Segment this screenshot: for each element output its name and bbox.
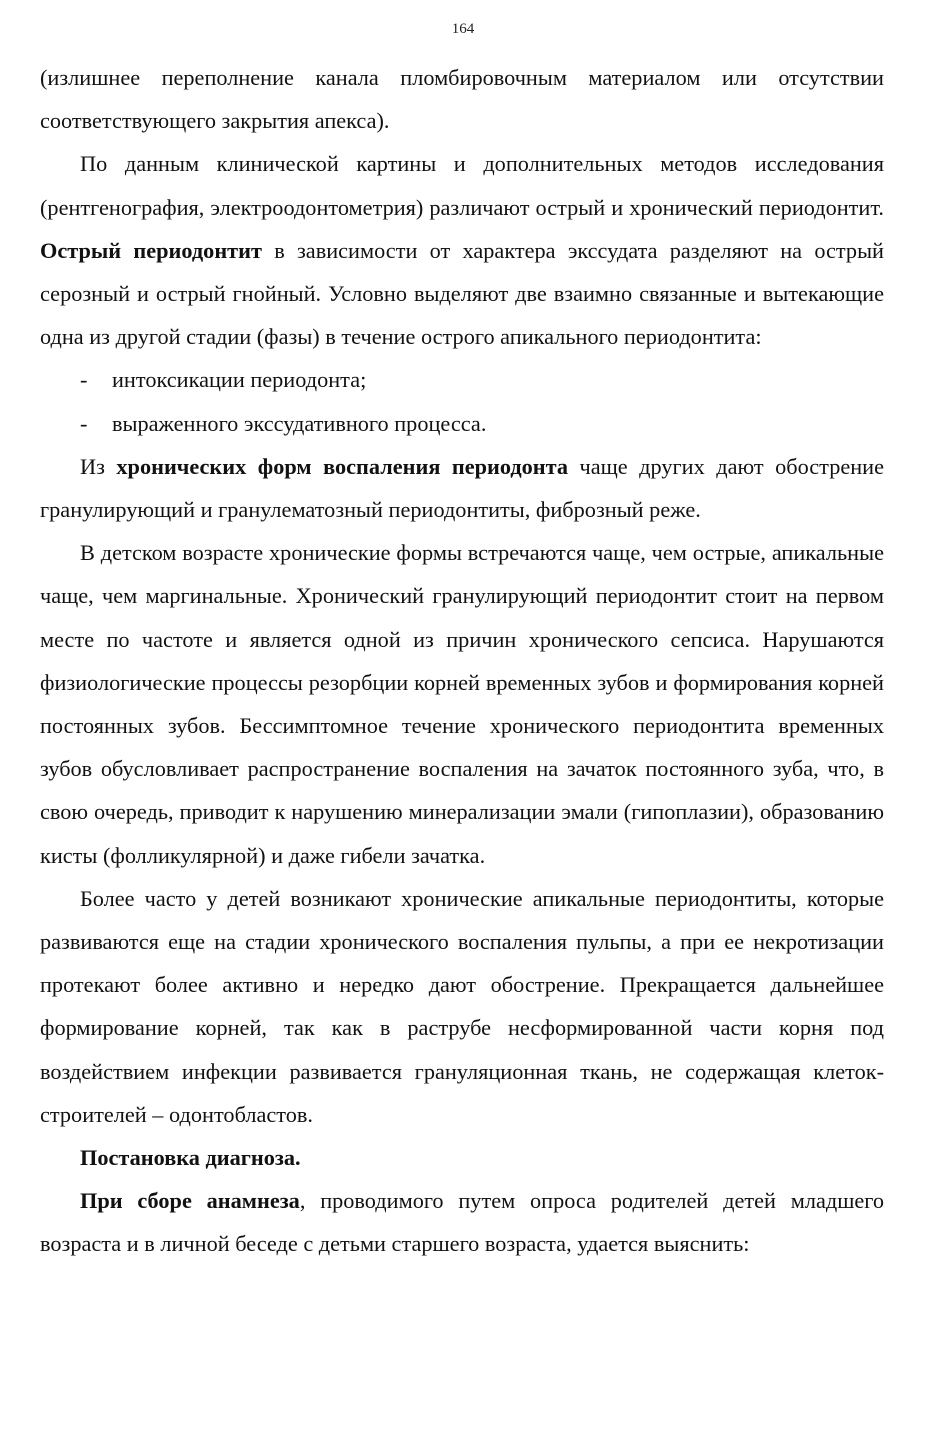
paragraph-text: Из bbox=[80, 453, 117, 479]
page-body bbox=[40, 56, 884, 1266]
list-dash: - bbox=[80, 367, 88, 393]
paragraph-childhood: В детском возрасте хронические формы встречаются чаще, чем острые, апикальные чаще, чем маргинальные. Хронический гранулирующий периодонтит стоит на первом месте по частоте и является одной из причин хронического сепсиса. Нарушаются физиологические процессы резорбции корней временных зубов и формирования корней постоянных зубов. Бессимптомное течение хронического периодонтита временных зубов обусловливает распространение воспаления на зачаток постоянного зуба, что, в свою очередь, приводит к нарушению минерализации эмали (гипоплазии), образованию кисты (фолликулярной) и даже гибели зачатка. bbox=[40, 540, 884, 868]
list-item-text: выраженного экссудативного процесса. bbox=[112, 410, 487, 436]
list-dash: - bbox=[80, 410, 88, 436]
list-item-text: интоксикации периодонта; bbox=[112, 367, 367, 393]
paragraph-apical: Более часто у детей возникают хронические апикальные периодонтиты, которые развиваются еще на стадии хронического воспаления пульпы, а при ее некротизации протекают более активно и нередко дают обострение. Прекращается дальнейшее формирование корней, так как в раструбе несформированной части корня под воздействием инфекции развивается грануляционная ткань, не содержащая клеток-строителей – одонтобластов. bbox=[40, 885, 884, 1127]
paragraph-anamnesis bbox=[40, 1179, 884, 1265]
bold-term-anamnesis: При сборе анамнеза bbox=[80, 1188, 300, 1214]
bold-term-acute-periodontitis: Острый периодонтит bbox=[40, 237, 262, 263]
paragraph-text: в зависимости от характера экссудата разделяют на острый серозный и острый гнойный. Условно выделяют две взаимно связанные и вытекающие одна из другой стадии (фазы) в течение острого апикального периодонтита: bbox=[40, 237, 884, 350]
section-heading: Постановка диагноза. bbox=[80, 1145, 301, 1171]
paragraph-continuation: (излишнее переполнение канала пломбировочным материалом или отсутствии соответствующего закрытия апекса). bbox=[40, 65, 884, 134]
list-item bbox=[40, 358, 884, 401]
list-item bbox=[40, 402, 884, 445]
page-number: 164 bbox=[451, 21, 475, 37]
paragraph-text: , проводимого путем опроса родителей детей младшего возраста и в личной беседе с детьми старшего возраста, удается выяснить: bbox=[40, 1188, 884, 1257]
paragraph-text: По данным клинической картины и дополнительных методов исследования (рентгенография, электроодонтометрия) различают острый и хронический периодонтит. bbox=[40, 151, 884, 220]
bold-term-chronic-forms: хронических форм воспаления периодонта bbox=[116, 453, 569, 479]
paragraph-chronic-forms bbox=[40, 445, 884, 531]
paragraph-text: чаще других дают обострение гранулирующий и гранулематозный периодонтиты, фиброзный реже. bbox=[40, 453, 884, 523]
paragraph-periodontitis-types bbox=[40, 142, 884, 358]
